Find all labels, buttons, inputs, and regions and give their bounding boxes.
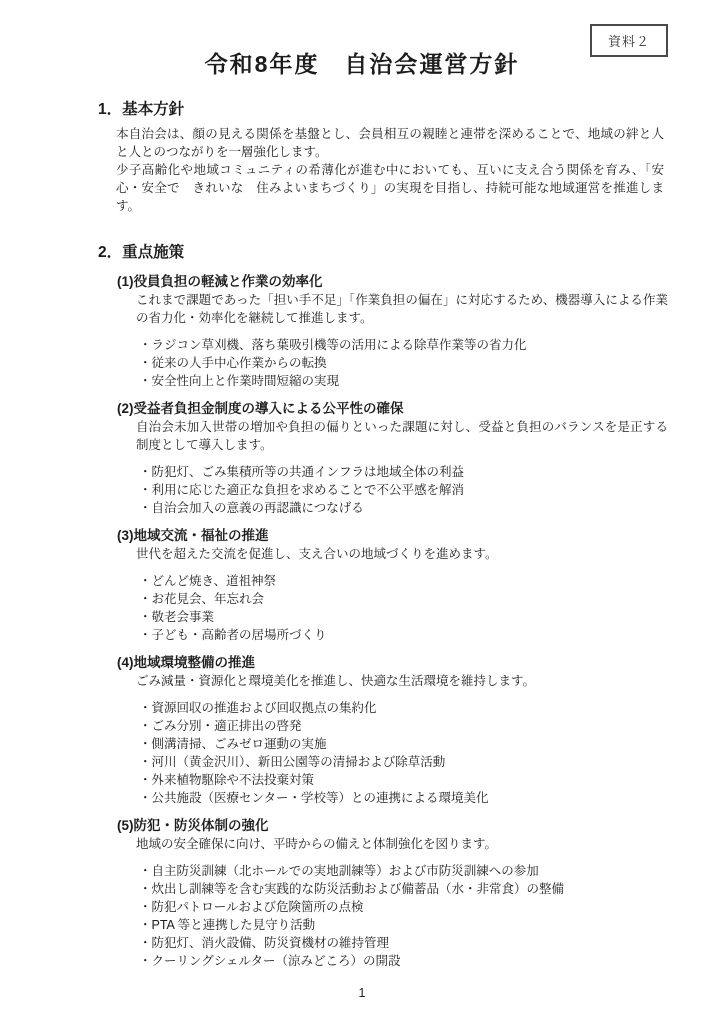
bullet-item: ・炊出し訓練等を含む実践的な防災活動および備蓄品（水・非常食）の整備 — [139, 882, 565, 896]
bullet-item: ・外来植物駆除や不法投棄対策 — [139, 773, 315, 787]
bullet-list — [139, 699, 724, 807]
bullet-list — [139, 463, 724, 517]
bullet-item: ・側溝清掃、ごみゼロ運動の実施 — [139, 737, 327, 751]
subsection-heading: (5)防犯・防災体制の強化 — [117, 818, 269, 833]
subsection-intro: ごみ減量・資源化と環境美化を推進し、快適な生活環境を維持します。 — [136, 674, 536, 688]
reference-label: 資料２ — [607, 34, 650, 49]
bullet-item: ・PTA 等と連携した見守り活動 — [139, 918, 316, 932]
bullet-item: ・従来の人手中心作業からの転換 — [139, 356, 327, 370]
bullet-item: ・クーリングシェルター（涼みどころ）の開設 — [139, 954, 401, 968]
bullet-item: ・ごみ分別・適正排出の啓発 — [139, 719, 302, 733]
subsection-intro: 世代を超えた交流を促進し、支え合いの地域づくりを進めます。 — [136, 547, 498, 561]
bullet-item: ・安全性向上と作業時間短縮の実現 — [139, 374, 340, 388]
bullet-item: ・利用に応じた適正な負担を求めることで不公平感を解消 — [139, 483, 465, 497]
basic-policy-paragraph: 少子高齢化や地域コミュニティの希薄化が進む中においても、互いに支え合う関係を育み、「安心・安全で きれいな 住みよいまちづくり」の実現を目指し、持続可能な地域運営を推進します。 — [116, 163, 664, 213]
bullet-item: ・資源回収の推進および回収拠点の集約化 — [139, 701, 377, 715]
bullet-item: ・ラジコン草刈機、落ち葉吸引機等の活用による除草作業等の省力化 — [139, 338, 527, 352]
section-priority-measures — [0, 243, 724, 970]
subsection-intro: これまで課題であった「担い手不足」「作業負担の偏在」に対応するため、機器導入による作業の省力化・効率化を継続して推進します。 — [136, 293, 668, 325]
bullet-item: ・自主防災訓練（北ホールでの実地訓練等）および市防災訓練への参加 — [139, 864, 539, 878]
bullet-item: ・子ども・高齢者の居場所づくり — [139, 628, 327, 642]
subsection-heading: (4)地域環境整備の推進 — [117, 655, 255, 670]
document-title: 令和8年度 自治会運営方針 — [204, 51, 520, 77]
reference-label-box — [590, 24, 668, 57]
subsection-community-welfare — [0, 527, 724, 644]
bullet-item: ・敬老会事業 — [139, 610, 215, 624]
bullet-item: ・防犯パトロールおよび危険箇所の点検 — [139, 900, 364, 914]
section-basic-policy — [0, 100, 724, 215]
subsection-intro: 地域の安全確保に向け、平時からの備えと体制強化を図ります。 — [136, 837, 498, 851]
bullet-item: ・公共施設（医療センター・学校等）との連携による環境美化 — [139, 791, 489, 805]
subsection-heading: (2)受益者負担金制度の導入による公平性の確保 — [117, 401, 404, 416]
bullet-item: ・どんど焼き、道祖神祭 — [139, 574, 277, 588]
subsection-workload-reduction — [0, 273, 724, 390]
bullet-item: ・自治会加入の意義の再認識につなげる — [139, 501, 364, 515]
page-number: 1 — [358, 986, 366, 1000]
basic-policy-paragraph: 本自治会は、顔の見える関係を基盤とし、会員相互の親睦と連帯を深めることで、地域の絆と人と人とのつながりを一層強化します。 — [116, 127, 664, 159]
bullet-item: ・防犯灯、消火設備、防災資機材の維持管理 — [139, 936, 390, 950]
bullet-item: ・河川（黄金沢川）、新田公園等の清掃および除草活動 — [139, 755, 446, 769]
bullet-item: ・お花見会、年忘れ会 — [139, 592, 265, 606]
section-heading-basic-policy: 1．基本方針 — [98, 101, 185, 118]
bullet-list — [139, 572, 724, 644]
section-heading-priority-measures: 2．重点施策 — [98, 244, 185, 261]
bullet-list — [139, 336, 724, 390]
bullet-item: ・防犯灯、ごみ集積所等の共通インフラは地域全体の利益 — [139, 465, 465, 479]
subsection-environment — [0, 654, 724, 807]
bullet-list — [139, 862, 724, 970]
subsection-heading: (3)地域交流・福祉の推進 — [117, 528, 269, 543]
subsection-crime-disaster-prevention — [0, 817, 724, 970]
subsection-heading: (1)役員負担の軽減と作業の効率化 — [117, 274, 323, 289]
subsection-intro: 自治会未加入世帯の増加や負担の偏りといった課題に対し、受益と負担のバランスを是正する制度として導入します。 — [136, 420, 668, 452]
subsection-beneficiary-fee — [0, 400, 724, 517]
